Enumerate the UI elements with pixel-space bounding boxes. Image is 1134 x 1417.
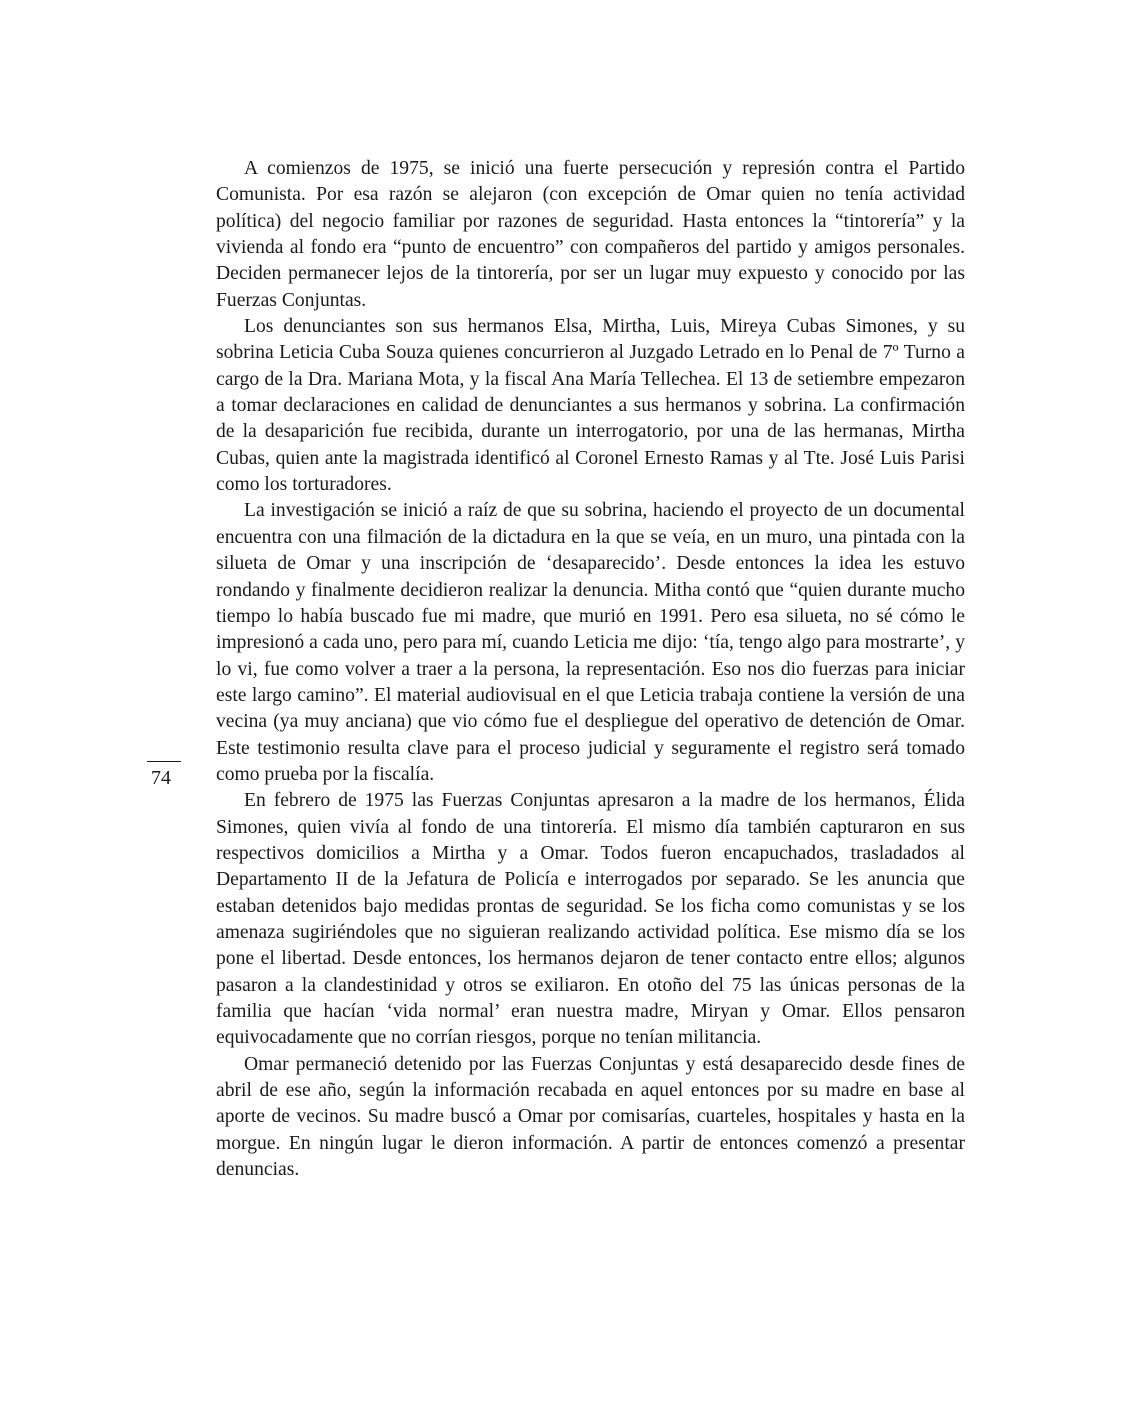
page-number: 74: [151, 767, 171, 789]
paragraph: Los denunciantes son sus hermanos Elsa, Mirtha, Luis, Mireya Cubas Simones, y su sobrina Leticia Cuba Souza quienes concurrieron al Juzgado Letrado en lo Penal de 7º Turno a cargo de la Dra. Mariana Mota, y la fiscal Ana María Tellechea. El 13 de setiembre empezaron a tomar declaraciones en calidad de denunciantes a sus hermanos y sobrina. La confirmación de la desaparición fue recibida, durante un interrogatorio, por una de las hermanas, Mirtha Cubas, quien ante la magistrada identificó al Coronel Ernesto Ramas y al Tte. José Luis Parisi como los torturadores.: [216, 316, 965, 496]
page-number-rule: [147, 761, 181, 762]
body-text: [216, 156, 965, 1183]
paragraph: En febrero de 1975 las Fuerzas Conjuntas apresaron a la madre de los hermanos, Élida Simones, quien vivía al fondo de una tintorería. El mismo día también capturaron en sus respectivos domicilios a Mirtha y a Omar. Todos fueron encapuchados, trasladados al Departamento II de la Jefatura de Policía e interrogados por separado. Se les anuncia que estaban detenidos bajo medidas prontas de seguridad. Se los ficha como comunistas y se los amenaza sugiriéndoles que no siguieran realizando actividad política. Ese mismo día se los pone el libertad. Desde entonces, los hermanos dejaron de tener contacto entre ellos; algunos pasaron a la clandestinidad y otros se exiliaron. En otoño del 75 las únicas personas de la familia que hacían ‘vida normal’ eran nuestra madre, Miryan y Omar. Ellos pensaron equivocadamente que no corrían riesgos, porque no tenían militancia.: [216, 790, 965, 1049]
paragraph: La investigación se inició a raíz de que su sobrina, haciendo el proyecto de un documental encuentra con una filmación de la dictadura en la que se veía, en un muro, una pintada con la silueta de Omar y una inscripción de ‘desaparecido’. Desde entonces la idea les estuvo rondando y finalmente decidieron realizar la denuncia. Mitha contó que “quien durante mucho tiempo lo había buscado fue mi madre, que murió en 1991. Pero esa silueta, no sé cómo le impresionó a cada uno, pero para mí, cuando Leticia me dijo: ‘tía, tengo algo para mostrarte’, y lo vi, fue como volver a traer a la persona, la representación. Eso nos dio fuerzas para iniciar este largo camino”. El material audiovisual en el que Leticia trabaja contiene la versión de una vecina (ya muy anciana) que vio cómo fue el despliegue del operativo de detención de Omar. Este testimonio resulta clave para el proceso judicial y seguramente el registro será tomado como prueba por la fiscalía.: [216, 500, 965, 785]
paragraph: Omar permaneció detenido por las Fuerzas Conjuntas y está desaparecido desde fines de abril de ese año, según la información recabada en aquel entonces por su madre en base al aporte de vecinos. Su madre buscó a Omar por comisarías, cuarteles, hospitales y hasta en la morgue. En ningún lugar le dieron información. A partir de entonces comenzó a presentar denuncias.: [216, 1053, 965, 1181]
paragraph: A comienzos de 1975, se inició una fuerte persecución y represión contra el Partido Comunista. Por esa razón se alejaron (con excepción de Omar quien no tenía actividad política) del negocio familiar por razones de seguridad. Hasta entonces la “tintorería” y la vivienda al fondo era “punto de encuentro” con compañeros del partido y amigos personales. Deciden permanecer lejos de la tintorería, por ser un lugar muy expuesto y conocido por las Fuerzas Conjuntas.: [216, 158, 965, 311]
